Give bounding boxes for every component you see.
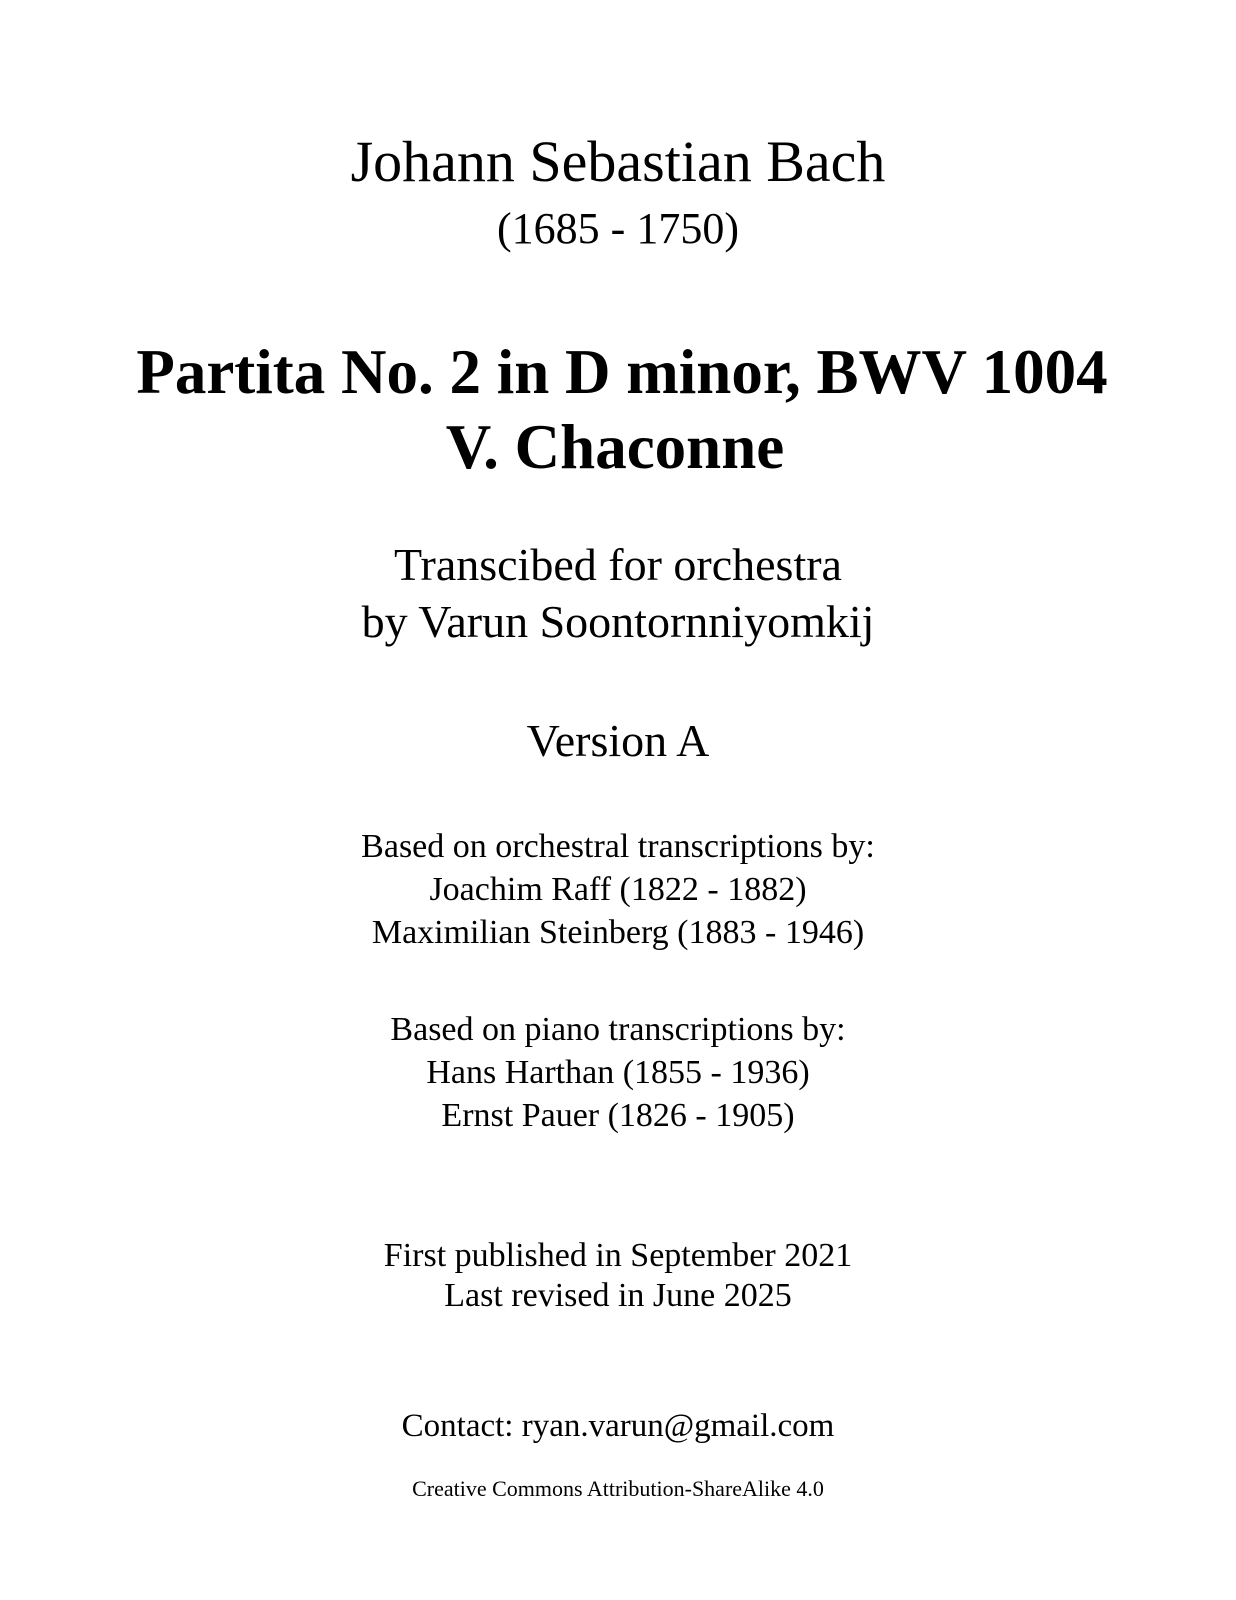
- transcription-line: Transcibed for orchestra: [394, 539, 842, 590]
- transcriber-byline: by Varun Soontornniyomkij: [361, 596, 875, 647]
- piano-sources-heading: Based on piano transcriptions by:: [390, 1011, 846, 1048]
- piano-source-item: Hans Harthan (1855 - 1936): [426, 1054, 810, 1091]
- work-title: Partita No. 2 in D minor, BWV 1004: [136, 337, 1108, 407]
- piano-source-item: Ernst Pauer (1826 - 1905): [441, 1097, 795, 1134]
- orchestral-source-item: Maximilian Steinberg (1883 - 1946): [371, 914, 865, 951]
- first-published: First published in September 2021: [383, 1237, 853, 1274]
- composer-name: Johann Sebastian Bach: [350, 129, 886, 194]
- composer-dates: (1685 - 1750): [497, 204, 739, 253]
- version-label: Version A: [526, 715, 710, 766]
- license-notice: Creative Commons Attribution-ShareAlike 4.0: [412, 1476, 824, 1501]
- orchestral-sources-heading: Based on orchestral transcriptions by:: [361, 828, 875, 865]
- movement-title: V. Chaconne: [445, 412, 785, 482]
- contact-info: Contact: ryan.varun@gmail.com: [401, 1408, 835, 1444]
- last-revised: Last revised in June 2025: [444, 1277, 792, 1314]
- orchestral-source-item: Joachim Raff (1822 - 1882): [429, 871, 807, 908]
